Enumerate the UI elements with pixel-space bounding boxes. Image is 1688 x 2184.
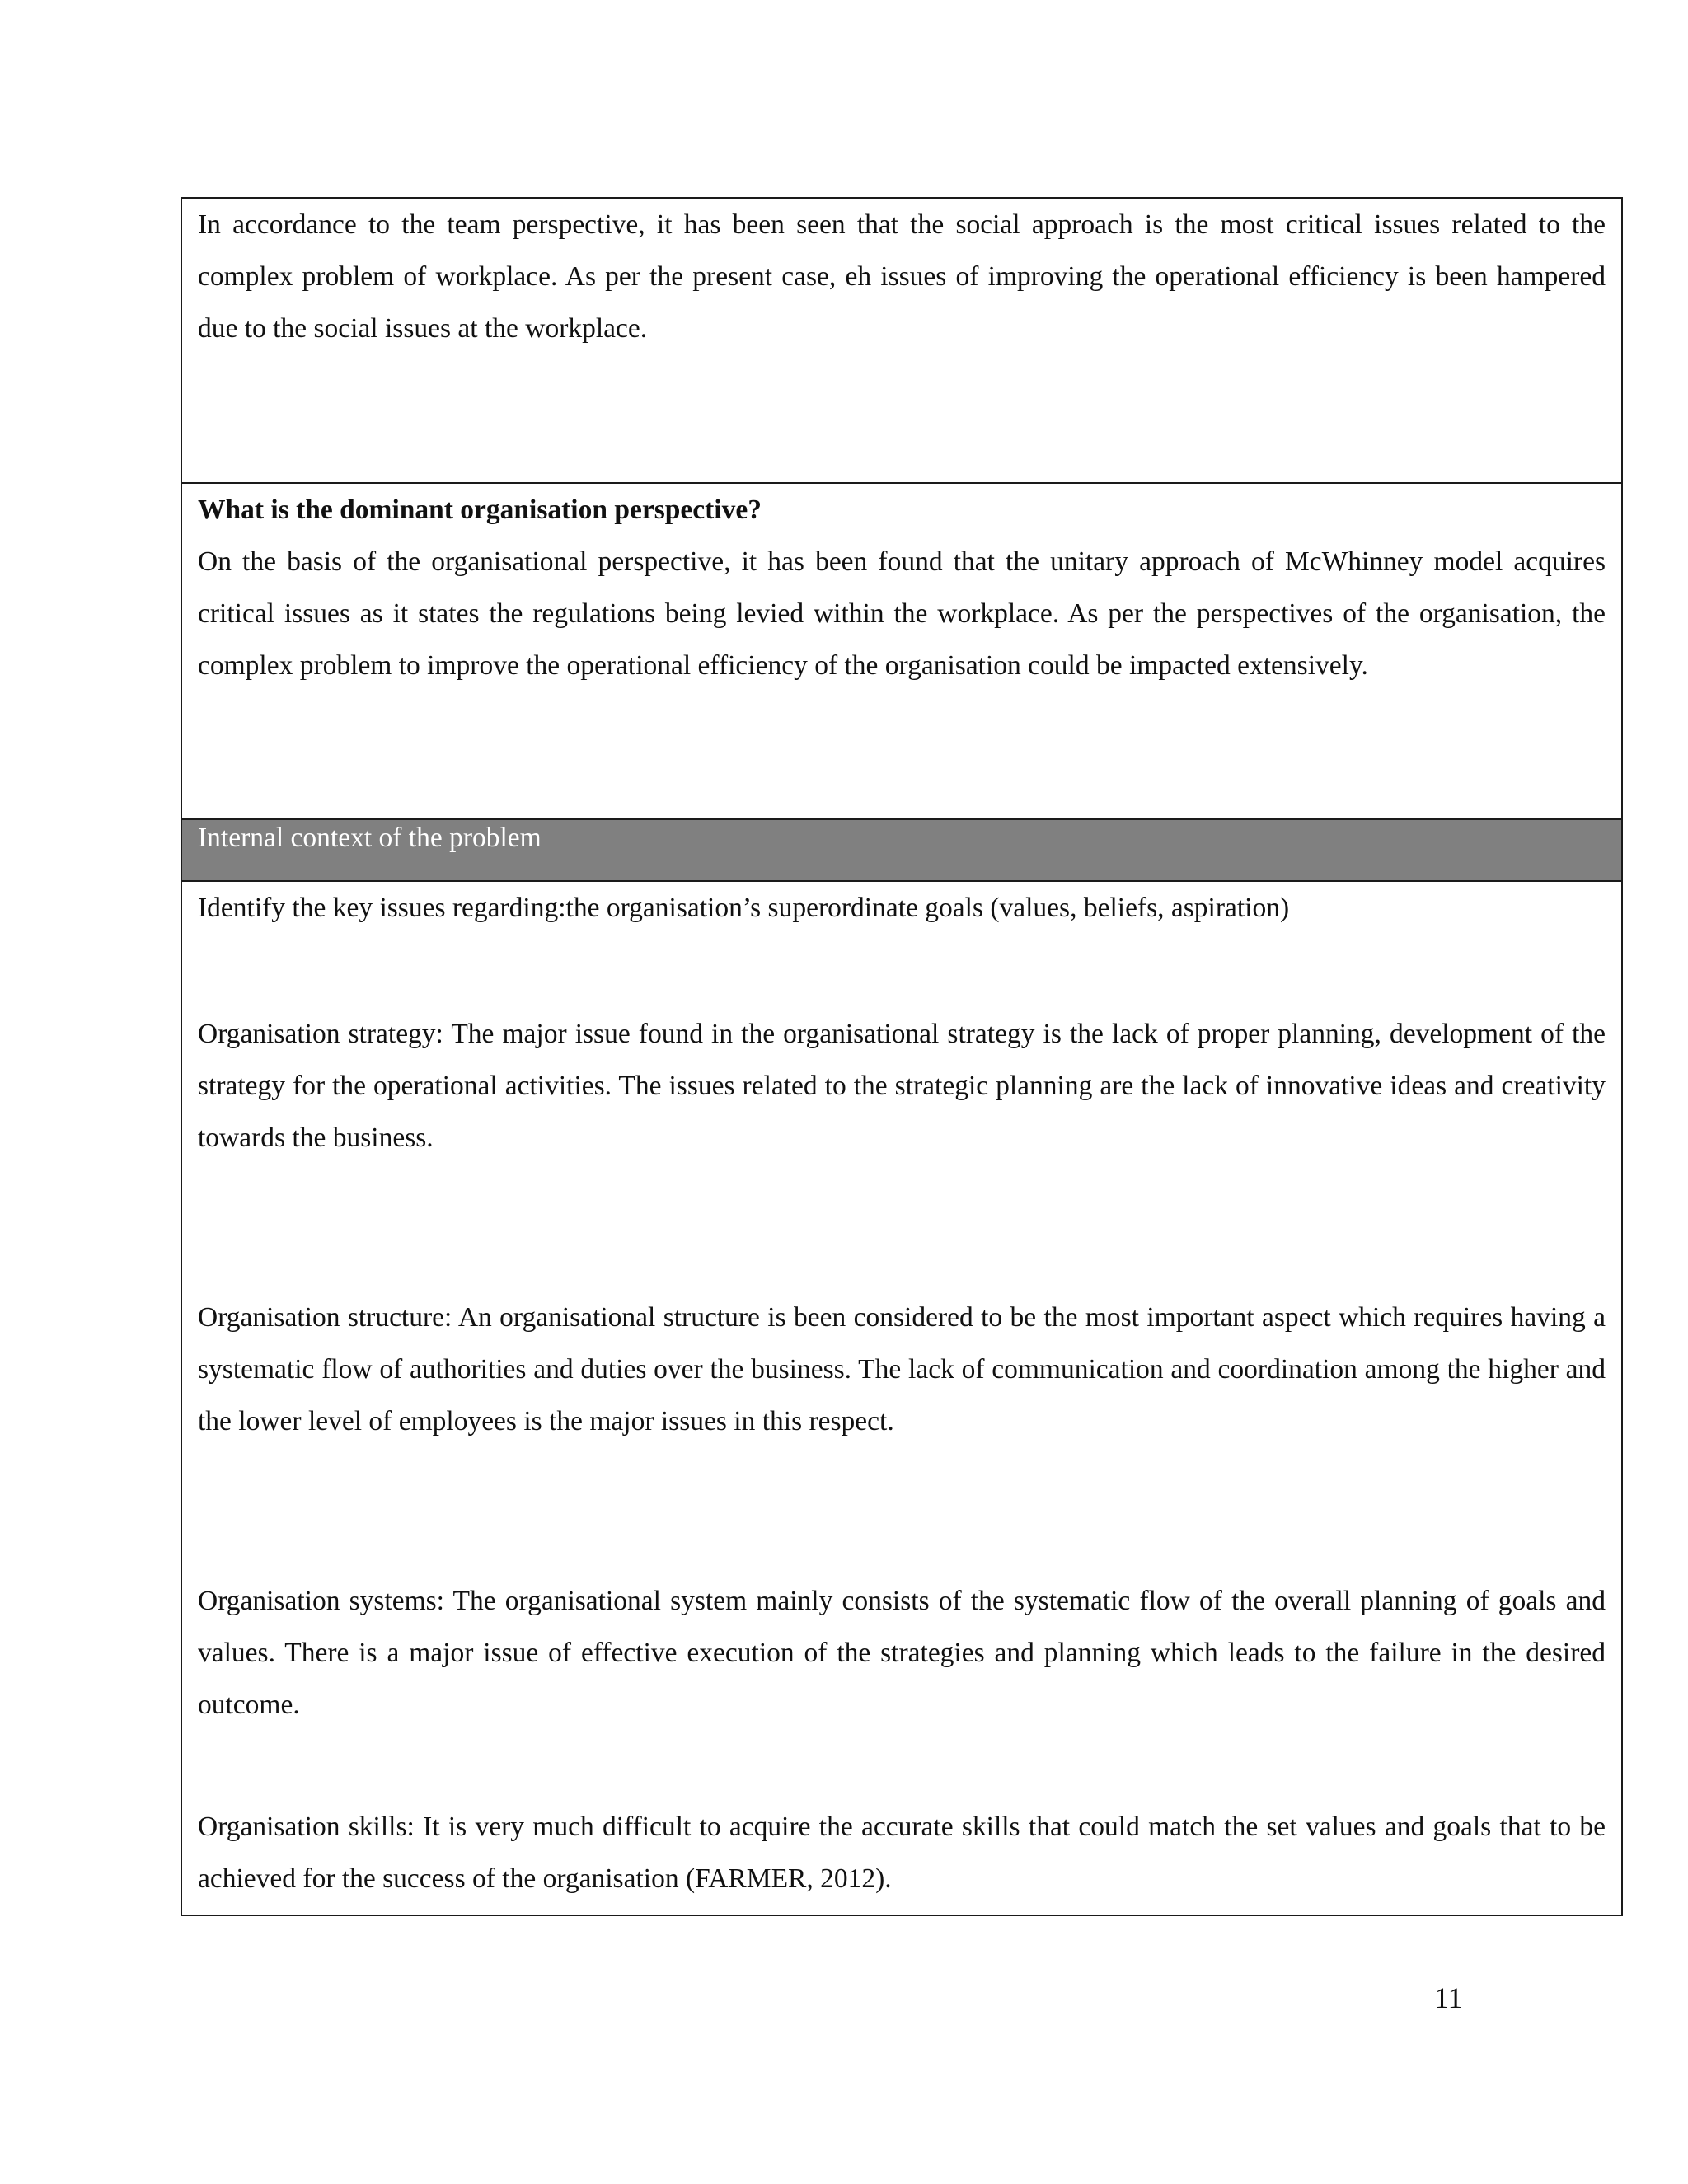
team-perspective-cell — [182, 199, 1621, 484]
page-number: 11 — [1434, 1981, 1463, 2014]
key-issues-intro: Identify the key issues regarding:the organisation’s superordinate goals (values, beliefs, aspiration) — [198, 893, 1290, 923]
analysis-table — [181, 197, 1623, 1916]
internal-context-cell — [182, 882, 1621, 1915]
spacer — [198, 1731, 1606, 1801]
dominant-perspective-paragraph: On the basis of the organisational perspective, it has been found that the unitary approach of McWhinney model acquires critical issues as it states the regulations being levied within the workplace. As per the perspectives of the organisation, the complex problem to improve the operational efficiency of the organisation could be impacted extensively. — [198, 546, 1606, 681]
organisation-strategy-paragraph: Organisation strategy: The major issue found in the organisational strategy is the lack of proper planning, development of the strategy for the operational activities. The issues related to the strategic planning are the lack of innovative ideas and creativity towards the business. — [198, 1019, 1606, 1153]
spacer — [198, 1164, 1606, 1291]
spacer — [198, 1447, 1606, 1575]
internal-context-header: Internal context of the problem — [198, 823, 542, 853]
dominant-perspective-cell — [182, 484, 1621, 820]
spacer — [198, 934, 1606, 1008]
internal-context-header-cell — [182, 820, 1621, 882]
team-perspective-paragraph: In accordance to the team perspective, it has been seen that the social approach is the most critical issues related to the complex problem of workplace. As per the present case, eh issues of improving the operational efficiency is been hampered due to the social issues at the workplace. — [198, 209, 1606, 344]
dominant-perspective-heading: What is the dominant organisation perspective? — [198, 494, 762, 525]
organisation-skills-paragraph: Organisation skills: It is very much difficult to acquire the accurate skills that could match the set values and goals that to be achieved for the success of the organisation (FARMER, 2012). — [198, 1811, 1606, 1894]
organisation-systems-paragraph: Organisation systems: The organisational system mainly consists of the systematic flow of the overall planning of goals and values. There is a major issue of effective execution of the strategies and planning which leads to the failure in the desired outcome. — [198, 1586, 1606, 1720]
organisation-structure-paragraph: Organisation structure: An organisational structure is been considered to be the most important aspect which requires having a systematic flow of authorities and duties over the business. The lack of communication and coordination among the higher and the lower level of employees is the major issues in this respect. — [198, 1302, 1606, 1436]
